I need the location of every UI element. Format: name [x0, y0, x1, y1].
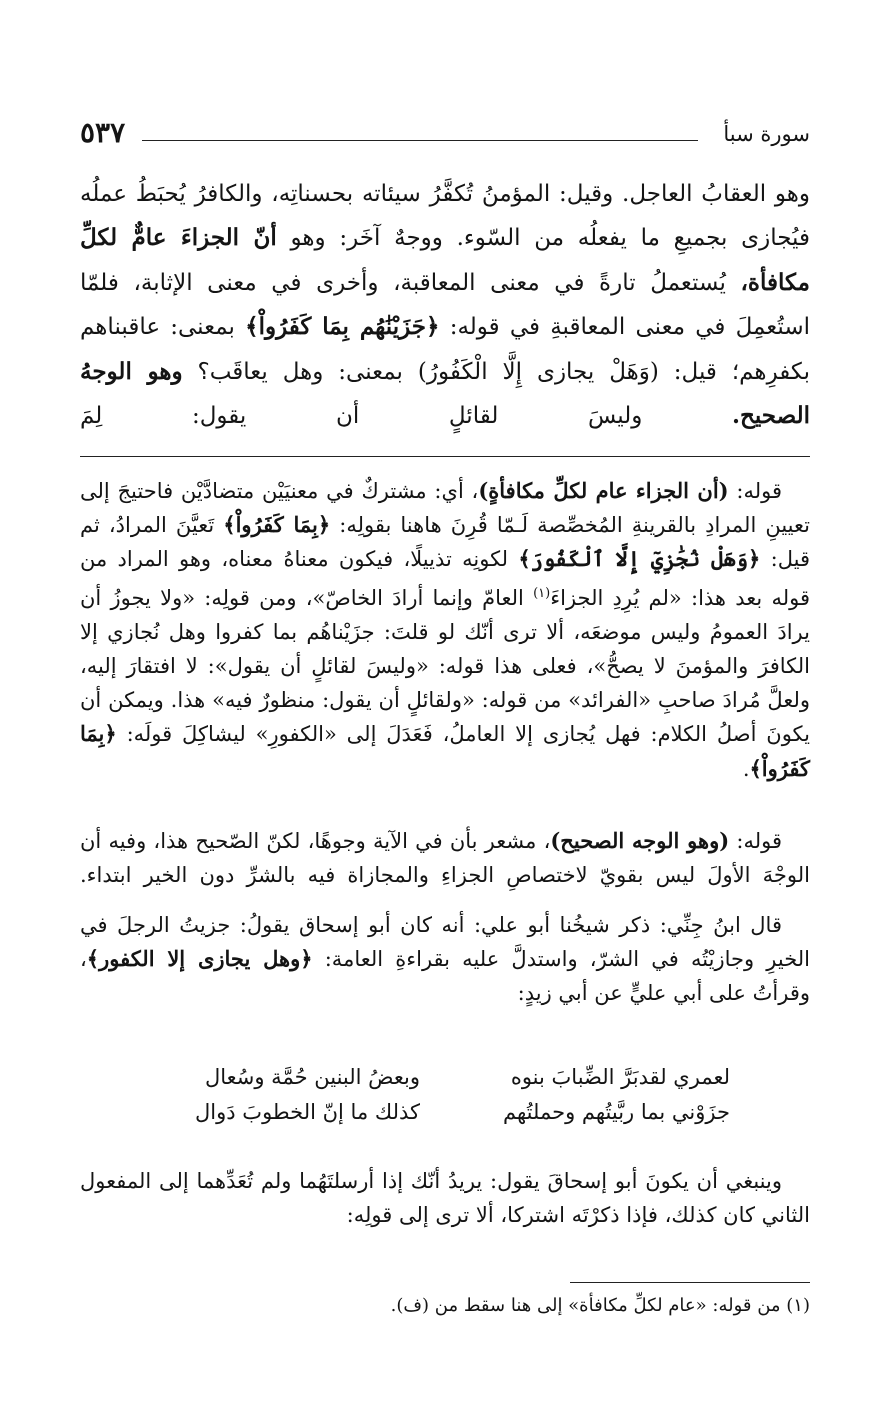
quran-quote: ﴿بِمَا كَفَرُواْ﴾ — [223, 512, 331, 538]
quran-quote: ﴿وهل يجازى إلا الكفور﴾ — [86, 946, 313, 972]
main-text-segment: وهو العقابُ العاجل. وقيل: المؤمنُ تُكفَّرُ سيئاته بحسناتِه، والكافرُ يُحبَطُ عملُه فيُجازى بجميعِ ما يفعلُه من السّوء. ووجهٌ آخَر: وهو — [80, 181, 810, 252]
quran-quote: ﴿جَزَيْنَٰهُم بِمَا كَفَرُواْ﴾ — [245, 313, 440, 341]
commentary-text: قال ابنُ جِنِّي: ذكر شيخُنا أبو علي: أنه كان أبو إسحاق يقولُ: جزيتُ الرجلَ في الخيرِ وجازيْتُه في الشرّ، واستدلَّ عليه بقراءةِ العامة: — [80, 913, 810, 972]
commentary-text: ، وقرأتُ على أبي عليٍّ عن أبي زيدٍ: — [80, 947, 810, 1006]
commentary-text: ، مشعر بأن في الآية وجوهًا، لكنّ الصّحيح هذا، وفيه أن الوجْهَ الأولَ ليس بقويّ لاختصاصِ الجزاءِ والمجازاة فيه بالشرِّ دون الخير ابتداء. — [80, 829, 810, 888]
poem-verse — [170, 1060, 730, 1095]
footnote-reference[interactable]: (١) — [533, 585, 551, 601]
commentary-text: لكونِه تذييلًا، فيكون معناهُ معناه، وهو المراد من قوله بعد هذا: «لم يُرِدِ الجزاءَ — [80, 547, 810, 610]
commentary-lemma: (وهو الوجه الصحيح) — [550, 828, 730, 853]
main-text-bold: أنّ الجزاءَ عامٌّ لكلِّ مكافأة، — [80, 224, 810, 296]
commentary-text: تَعيَّنَ المرادُ، ثم قيل: — [80, 513, 810, 572]
commentary-text: العامّ وإنما أرادَ الخاصّ»، ومن قولِه: «ولا يجوزُ أن يرادَ العمومُ وليس موضعَه، ألا ترى أنّك لو قلتَ: جزَيْناهُم بما كفروا وهل نُجازي إلا الكافرَ والمؤمنَ لا يصحُّ»، فعلى هذا قوله: «وليسَ لقائلٍ أن يقول»: لا افتقارَ إليه، ولعلَّ مُرادَ صاحبِ «الفرائد» من قوله: «ولقائلٍ أن يقول: منظورٌ فيه» هذا. ويمكن أن يكونَ أصلُ الكلام: فهل يُجازى إلا العاملُ، فَعَدَلَ إلى «الكفورِ» ليشاكِلَ قولَه: — [80, 585, 810, 747]
main-text-segment: وليسَ لقائلٍ أن يقول: لِمَ — [80, 403, 733, 430]
main-text-segment: بمعنى: عاقبناهم بكفرِهم؛ قيل: (وَهَلْ يجازى إِلَّا الْكَفُورُ) بمعنى: وهل يعاقَب؟ — [80, 314, 810, 385]
footnote-separator — [570, 1282, 810, 1283]
poem-hemistich-second: وبعضُ البنين حُمَّة وسُعال — [204, 1065, 420, 1089]
poem-hemistich-first: لعمري لقدبَرَّ الضِّبابَ بنوه — [510, 1065, 730, 1089]
commentary-text: قوله: — [729, 829, 782, 853]
commentary-text: . — [742, 756, 750, 781]
poem — [170, 1060, 730, 1130]
quran-quote: ﴿بِمَا كَفَرُواْ﴾ — [80, 721, 810, 781]
commentary-text: قوله: — [728, 479, 782, 503]
commentary-paragraph-4 — [80, 1164, 810, 1232]
commentary-separator — [80, 456, 810, 457]
commentary-paragraph-2 — [80, 824, 810, 892]
page-number: ٥٣٧ — [80, 116, 126, 149]
main-text-bold: وهو الوجهُ الصحيح. — [80, 357, 810, 430]
poem-verse — [170, 1095, 730, 1130]
commentary-text: وينبغي أن يكونَ أبو إسحاقَ يقول: يريدُ أنّك إذا أرسلتَهُما ولم تُعَدِّهما إلى المفعول الثاني كان كذلك، فإذا ذكرْتَه اشتركا، ألا ترى إلى قولِه: — [80, 1169, 810, 1228]
commentary-lemma: (أن الجزاء عام لكلِّ مكافأةٍ) — [478, 478, 729, 503]
footnote: (١) من قوله: «عام لكلِّ مكافأة» إلى هنا سقط من (ف). — [390, 1295, 810, 1316]
main-text-segment: يُستعملُ تارةً في معنى المعاقبة، وأخرى في معنى الإثابة، فلمّا استُعمِلَ في معنى المعاقبةِ في قوله: — [80, 269, 810, 341]
header-rule — [142, 140, 698, 141]
poem-hemistich-first: جزَوْني بما ربَّيتُهم وحملتُهم — [503, 1100, 730, 1124]
surah-title: سورة سبأ — [723, 122, 810, 146]
main-text — [80, 172, 810, 438]
quran-quote: ﴿وَهَلْ نُجَٰزِيٓ إِلَّا ٱلْكَفُورَ﴾ — [518, 546, 761, 572]
page-header — [80, 118, 810, 152]
commentary-paragraph-3 — [80, 908, 810, 1011]
poem-hemistich-second: كذلك ما إنّ الخطوبَ دَوال — [195, 1100, 420, 1124]
commentary-paragraph-1 — [80, 474, 810, 786]
commentary-text: ، أي: مشتركٌ في معنيَيْن متضادَّيْن فاحتيجَ إلى تعيينِ المرادِ بالقرينةِ المُخصِّصة لَـمّا قُرِنَ هاهنا بقولِه: — [80, 479, 810, 538]
